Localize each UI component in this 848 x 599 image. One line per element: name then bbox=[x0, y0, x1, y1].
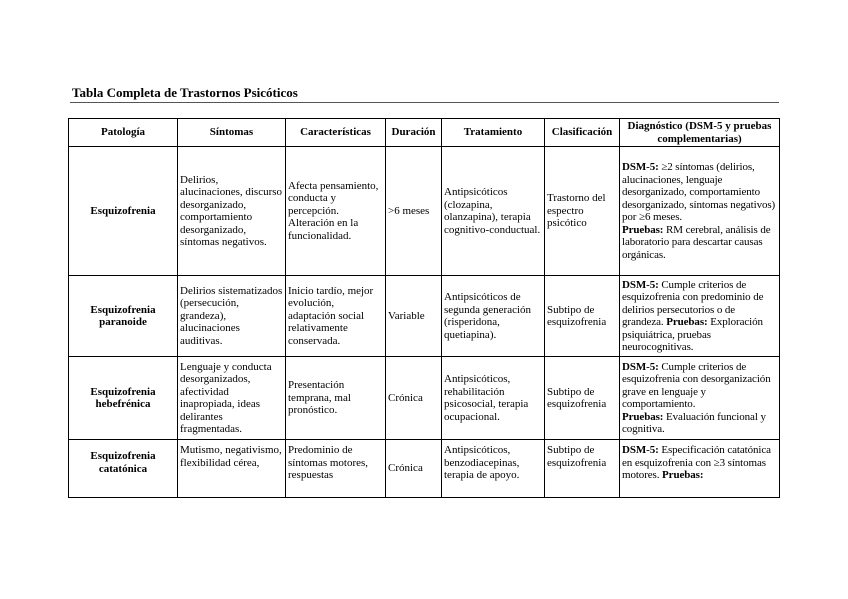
cell-sintomas: Mutismo, negativismo, flexibilidad cérea, bbox=[178, 440, 286, 498]
cell-patologia: Esquizofrenia catatónica bbox=[69, 440, 178, 498]
cell-patologia: Esquizofrenia paranoide bbox=[69, 276, 178, 357]
table-row bbox=[69, 357, 780, 440]
cell-diagnostico bbox=[620, 357, 780, 440]
pruebas-text: RM cerebral, análisis de laboratorio para descartar causas orgánicas. bbox=[622, 223, 771, 261]
cell-tratamiento: Antipsicóticos, rehabilitación psicosocial, terapia ocupacional. bbox=[442, 357, 545, 440]
dsm-text: Especificación catatónica en esquizofrenia con ≥3 síntomas motores. bbox=[622, 444, 771, 481]
header-patologia: Patología bbox=[69, 119, 178, 147]
cell-clasificacion: Subtipo de esquizofrenia bbox=[545, 357, 620, 440]
cell-sintomas: Delirios, alucinaciones, discurso desorganizado, comportamiento desorganizado, síntomas negativos. bbox=[178, 147, 286, 276]
header-sintomas: Síntomas bbox=[178, 119, 286, 147]
cell-duracion: >6 meses bbox=[386, 147, 442, 276]
pruebas-label: Pruebas: bbox=[622, 223, 664, 236]
cell-diagnostico bbox=[620, 440, 780, 498]
dsm-label: DSM-5: bbox=[622, 444, 659, 456]
table-row bbox=[69, 440, 780, 498]
dsm-label: DSM-5: bbox=[622, 360, 659, 373]
header-duracion: Duración bbox=[386, 119, 442, 147]
cell-patologia: Esquizofrenia hebefrénica bbox=[69, 357, 178, 440]
cell-duracion: Crónica bbox=[386, 357, 442, 440]
cell-diagnostico bbox=[620, 147, 780, 276]
header-tratamiento: Tratamiento bbox=[442, 119, 545, 147]
cell-diagnostico bbox=[620, 276, 780, 357]
dsm-text: ≥2 síntomas (delirios, alucinaciones, lenguaje desorganizado, comportamiento desorganizado, síntomas negativos) por ≥6 meses. bbox=[622, 161, 776, 223]
cell-tratamiento: Antipsicóticos, benzodiacepinas, terapia de apoyo. bbox=[442, 440, 545, 498]
cell-sintomas: Lenguaje y conducta desorganizados, afectividad inapropiada, ideas delirantes fragmentadas. bbox=[178, 357, 286, 440]
cell-caracteristicas: Presentación temprana, mal pronóstico. bbox=[286, 357, 386, 440]
cell-caracteristicas: Predominio de síntomas motores, respuestas bbox=[286, 440, 386, 498]
psychotic-disorders-table bbox=[68, 118, 780, 498]
dsm-label: DSM-5: bbox=[622, 278, 659, 291]
cell-patologia: Esquizofrenia bbox=[69, 147, 178, 276]
cell-caracteristicas: Inicio tardío, mejor evolución, adaptación social relativamente conservada. bbox=[286, 276, 386, 357]
dsm-text: Cumple criterios de esquizofrenia con desorganización grave en lenguaje y comportamiento. bbox=[622, 360, 771, 410]
cell-tratamiento: Antipsicóticos de segunda generación (risperidona, quetiapina). bbox=[442, 276, 545, 357]
pruebas-text: Exploración psiquiátrica, pruebas neurocognitivas. bbox=[622, 316, 763, 353]
cell-sintomas: Delirios sistematizados (persecución, grandeza), alucinaciones auditivas. bbox=[178, 276, 286, 357]
cell-duracion: Variable bbox=[386, 276, 442, 357]
table-header-row bbox=[69, 119, 780, 147]
header-caracteristicas: Características bbox=[286, 119, 386, 147]
table-row bbox=[69, 147, 780, 276]
dsm-text: Cumple criterios de esquizofrenia con predominio de delirios persecutorios o de grandeza. bbox=[622, 278, 764, 328]
table-row bbox=[69, 276, 780, 357]
pruebas-label: Pruebas: bbox=[666, 316, 708, 328]
cell-clasificacion: Subtipo de esquizofrenia bbox=[545, 440, 620, 498]
cell-clasificacion: Trastorno del espectro psicótico bbox=[545, 147, 620, 276]
pruebas-label: Pruebas: bbox=[662, 469, 704, 481]
header-clasificacion: Clasificación bbox=[545, 119, 620, 147]
cell-tratamiento: Antipsicóticos (clozapina, olanzapina), terapia cognitivo-conductual. bbox=[442, 147, 545, 276]
dsm-label: DSM-5: bbox=[622, 161, 659, 173]
cell-duracion: Crónica bbox=[386, 440, 442, 498]
header-diagnostico: Diagnóstico (DSM-5 y pruebas complementarias) bbox=[620, 119, 780, 147]
cell-caracteristicas: Afecta pensamiento, conducta y percepción. Alteración en la funcionalidad. bbox=[286, 147, 386, 276]
cell-clasificacion: Subtipo de esquizofrenia bbox=[545, 276, 620, 357]
pruebas-label: Pruebas: bbox=[622, 410, 664, 423]
page-title: Tabla Completa de Trastornos Psicóticos bbox=[72, 85, 298, 100]
title-divider bbox=[70, 102, 779, 103]
pruebas-text: Evaluación funcional y cognitiva. bbox=[622, 410, 766, 435]
